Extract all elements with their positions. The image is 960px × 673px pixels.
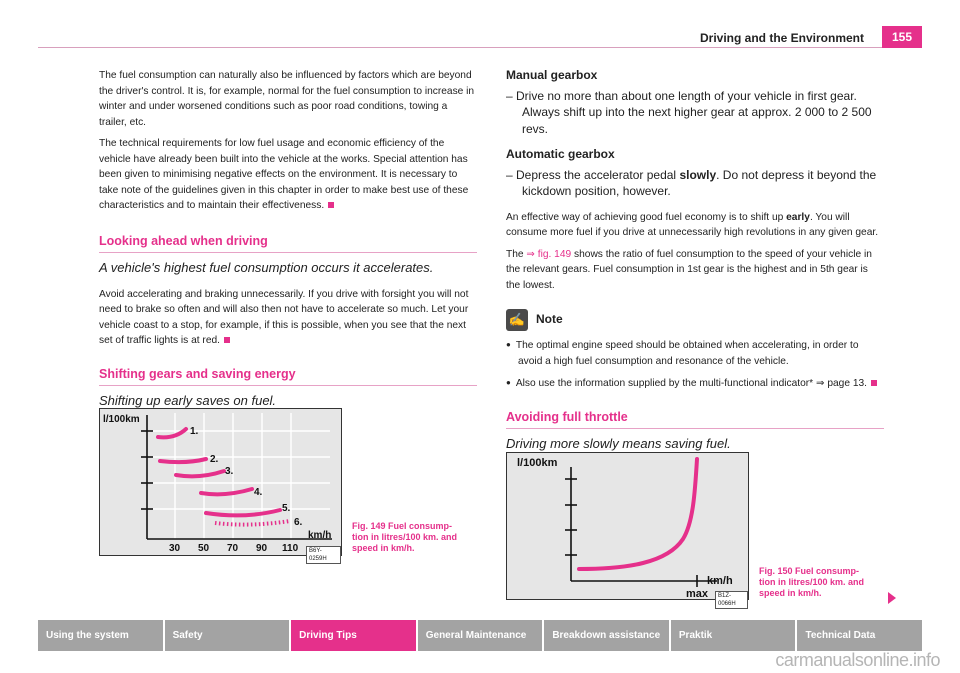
section-end-marker: [328, 202, 334, 208]
intro-paragraph-2: [99, 136, 477, 214]
fig149-code: B6Y-0259H: [306, 546, 341, 564]
fig-ref-text: shows the ratio of fuel consumption to the speed of your vehicle in the relevant gears. Fuel consumption in 1st gear is the highest and in 5th gear is the lowest.: [506, 248, 872, 291]
fig-ref-text: The: [506, 248, 527, 260]
fig149-gear-label: 5.: [282, 503, 291, 514]
nav-tab-praktik[interactable]: Praktik: [671, 620, 796, 651]
fig149-x-tick: 70: [227, 543, 239, 554]
figure-150-caption: Fig. 150 Fuel consump-tion in litres/100 km. and speed in km/h.: [759, 566, 865, 598]
gear-3-curve: [176, 471, 224, 476]
manual-gearbox-item: – Drive no more than about one length of your vehicle in first gear. Always shift up into the next higher gear at approx. 2 000 to 2 500 revs.: [506, 88, 872, 136]
page-header: [38, 18, 922, 48]
gear-4-curve: [201, 489, 252, 494]
shift-early-paragraph: [506, 210, 884, 241]
nav-tab-general-maintenance[interactable]: General Maintenance: [418, 620, 543, 651]
nav-tab-using-the-system[interactable]: Using the system: [38, 620, 163, 651]
fig150-max-label: max: [686, 588, 709, 600]
right-column: [506, 68, 884, 463]
looking-ahead-paragraph: [99, 287, 477, 349]
fig150-code: B1Z-0066H: [715, 591, 748, 609]
section-subheading-full-throttle: Driving more slowly means saving fuel.: [506, 436, 731, 451]
shift-early-text: . You will consume more fuel if you drive at unnecessarily high revolutions in any given gear.: [506, 211, 879, 238]
auto-item-text: – Depress the accelerator pedal: [506, 167, 680, 182]
fig149-gear-label: 2.: [210, 454, 219, 465]
note-bullet-text: Also use the information supplied by the multi-functional indicator* ⇒ page 13.: [515, 378, 867, 389]
fig149-gear-label: 4.: [254, 487, 263, 498]
figure-149-link[interactable]: ⇒ fig. 149: [526, 248, 572, 260]
section-end-marker: [871, 380, 877, 386]
next-page-arrow-icon[interactable]: [888, 592, 896, 604]
intro-paragraph-1: The fuel consumption can naturally also be influenced by factors which are beyond the driver's control. It is, for example, normal for the fuel consumption to increase in winter and under worsened conditions such as poor road conditions, towing a trailer, etc.: [99, 70, 475, 128]
fig149-x-tick: 50: [198, 543, 210, 554]
figure-reference-paragraph: [506, 247, 884, 294]
footer-nav: [38, 620, 922, 651]
note-bullet: [506, 375, 884, 392]
note-hand-icon: ✍: [506, 309, 528, 331]
section-end-marker: [224, 337, 230, 343]
section-subheading-shifting-gears: Shifting up early saves on fuel.: [99, 393, 277, 408]
figure-149-caption: Fig. 149 Fuel consump-tion in litres/100 km. and speed in km/h.: [352, 521, 458, 553]
shift-early-bold: early: [786, 211, 810, 223]
fig149-x-tick: 110: [282, 543, 299, 554]
fig149-x-axis-label: km/h: [308, 530, 332, 541]
auto-item-text: . Do not depress it beyond the kickdown position, however.: [522, 167, 877, 198]
fig149-gear-label: 6.: [294, 517, 303, 528]
automatic-gearbox-item: [506, 167, 884, 200]
fig150-x-axis-label: km/h: [707, 575, 733, 587]
gear-6-curve: [215, 521, 290, 525]
intro-paragraph-2-text: The technical requirements for low fuel usage and economic efficiency of the vehicle have already been built into the vehicle at the works. Special attention has been given to minimising negative effects on the environment. It is necessary to take note of the guidelines given in this chapter in order to make best use of these characteristics and to maintain their effectiveness.: [99, 138, 469, 211]
note-header: [506, 309, 884, 331]
fig149-gear-label: 1.: [190, 426, 199, 437]
nav-tab-breakdown-assistance[interactable]: Breakdown assistance: [544, 620, 669, 651]
chapter-title: Driving and the Environment: [699, 31, 864, 45]
fig149-x-tick: 30: [169, 543, 181, 554]
note-label: Note: [536, 312, 563, 327]
manual-gearbox-heading: Manual gearbox: [506, 68, 598, 82]
section-heading-looking-ahead: Looking ahead when driving: [99, 234, 477, 254]
page-number: 155: [882, 26, 922, 48]
fig149-y-axis-label: l/100km: [103, 414, 140, 425]
figure-149-chart: [99, 408, 342, 562]
nav-tab-driving-tips[interactable]: Driving Tips: [291, 620, 416, 651]
gear-2-curve: [160, 459, 206, 462]
automatic-gearbox-heading: Automatic gearbox: [506, 147, 615, 161]
figure-149-svg: [100, 409, 341, 555]
nav-tab-technical-data[interactable]: Technical Data: [797, 620, 922, 651]
nav-tab-safety[interactable]: Safety: [165, 620, 290, 651]
shift-early-text: An effective way of achieving good fuel economy is to shift up: [506, 211, 787, 223]
consumption-curve: [579, 459, 697, 569]
gear-5-curve: [206, 510, 280, 515]
section-heading-shifting-gears: Shifting gears and saving energy: [99, 367, 477, 387]
section-subheading-looking-ahead: A vehicle's highest fuel consumption occurs it accelerates.: [99, 260, 434, 275]
section-heading-full-throttle: Avoiding full throttle: [506, 410, 884, 430]
fig149-gear-label: 3.: [225, 466, 234, 477]
looking-ahead-text: Avoid accelerating and braking unnecessarily. If you drive with forsight you will not need to brake so often and will also then not have to accelerate so much. Let your vehicle coast to a stop, for example, if this is possible, when you see that the next set of traffic lights is at red.: [99, 288, 469, 346]
auto-item-bold: slowly: [679, 167, 717, 182]
left-column: [99, 68, 477, 420]
watermark: carmanualsonline.info: [775, 650, 940, 670]
fig150-y-axis-label: l/100km: [517, 457, 558, 469]
note-bullet: ● The optimal engine speed should be obtained when accelerating, in order to avoid a high fuel consumption and resonance of the vehicle.: [506, 337, 884, 369]
figure-150-chart: [506, 452, 749, 607]
fig149-x-tick: 90: [256, 543, 268, 554]
